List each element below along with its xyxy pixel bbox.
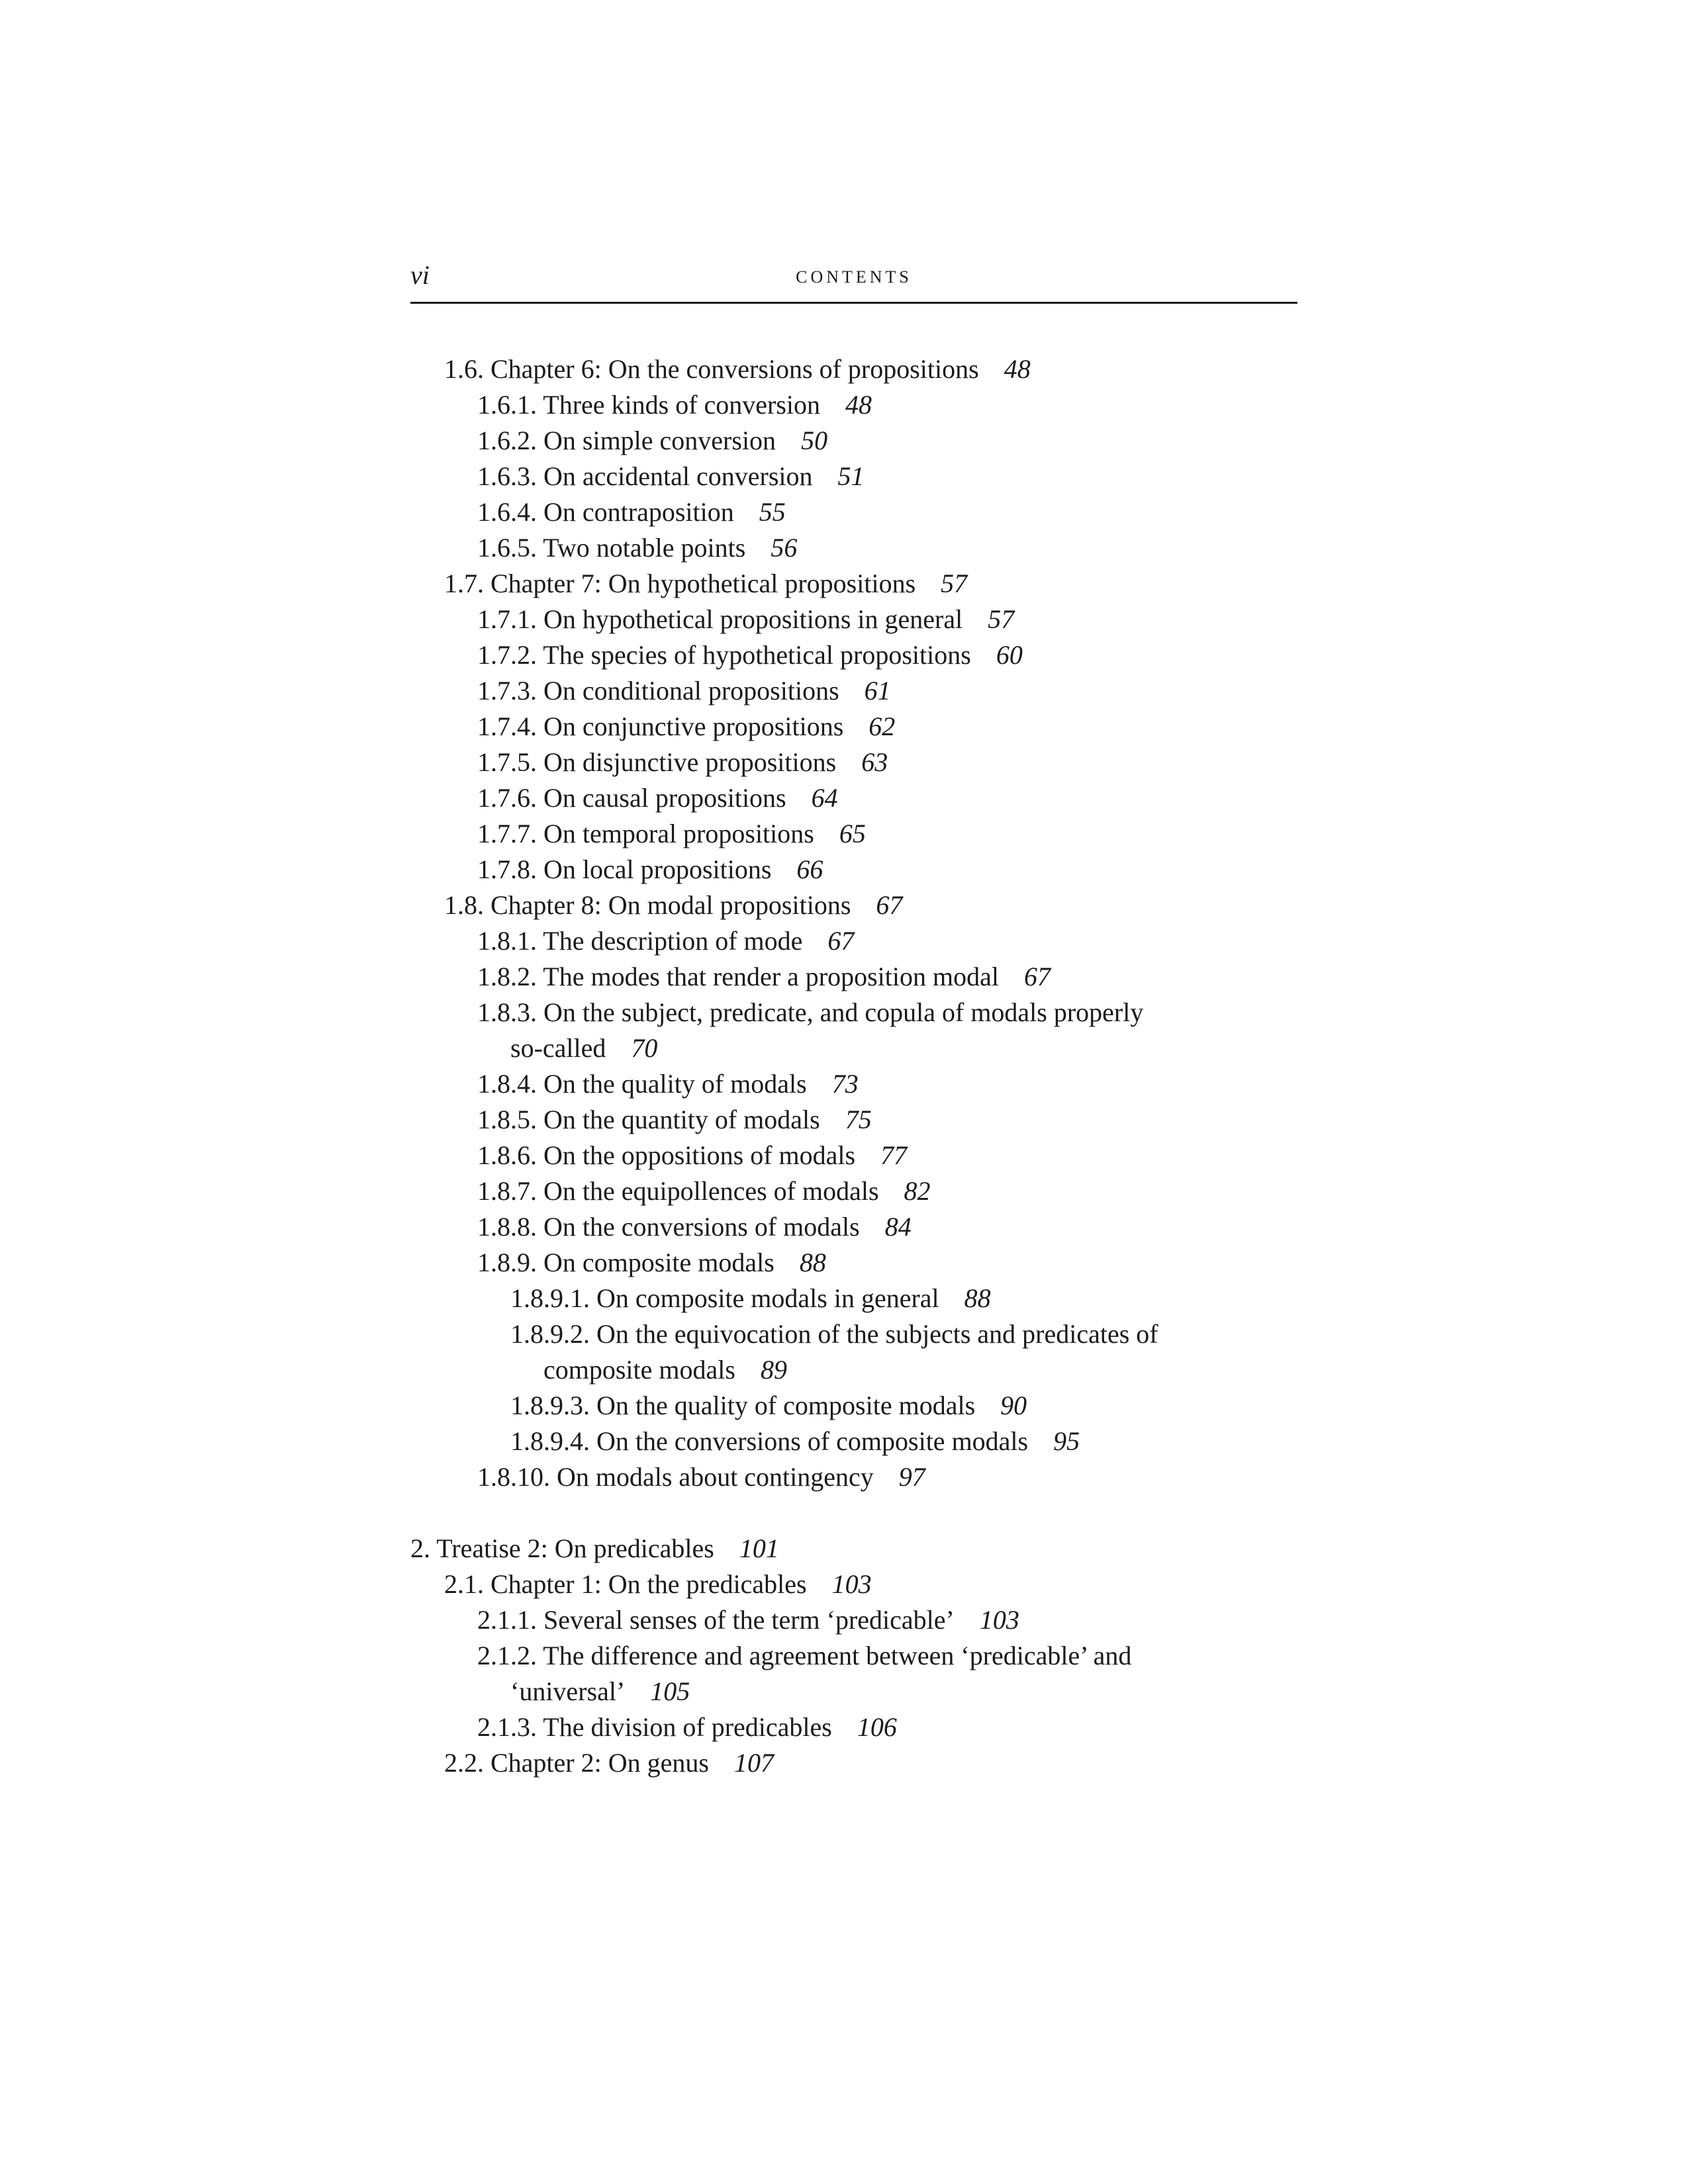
toc-page-number: 75 xyxy=(845,1105,872,1134)
toc-entry-label: 1.8.9.4. On the conversions of composite modals xyxy=(510,1426,1029,1456)
toc-entry-label: 1.8.8. On the conversions of modals xyxy=(477,1212,860,1242)
toc-entry xyxy=(410,1459,1297,1495)
toc-entry xyxy=(410,1102,1297,1138)
toc-entry-label: 2.1.3. The division of predicables xyxy=(477,1712,832,1742)
toc-entry xyxy=(410,459,1297,494)
toc-page-number: 89 xyxy=(760,1355,787,1385)
toc-entry xyxy=(410,1066,1297,1102)
toc-page-number: 51 xyxy=(837,461,865,491)
toc-entry-label: 1.8.4. On the quality of modals xyxy=(477,1069,807,1099)
toc-entry-label: 1.8.9.3. On the quality of composite modals xyxy=(510,1390,976,1420)
toc-page-number: 97 xyxy=(898,1462,925,1492)
toc-entry-label: 2.1.1. Several senses of the term ‘predicable’ xyxy=(477,1605,955,1635)
toc-entry xyxy=(410,745,1297,780)
toc-entry-label: 1.8.7. On the equipollences of modals xyxy=(477,1176,879,1206)
toc-entry-label: 2.2. Chapter 2: On genus xyxy=(444,1748,709,1778)
toc-entry xyxy=(410,1138,1297,1173)
toc-entry-label: 1.8.5. On the quantity of modals xyxy=(477,1105,820,1134)
toc-entry-label: 1.8.9.2. On the equivocation of the subjects and predicates of xyxy=(510,1319,1158,1349)
toc-entry xyxy=(410,959,1297,995)
toc-entry xyxy=(410,566,1297,602)
toc-page-number: 48 xyxy=(845,390,872,420)
toc-entry xyxy=(410,852,1297,887)
toc-entry-label: 1.6. Chapter 6: On the conversions of propositions xyxy=(444,354,979,384)
toc-entry-label: 1.7.7. On temporal propositions xyxy=(477,819,814,848)
toc-page-number: 63 xyxy=(861,747,888,777)
toc-entry xyxy=(410,673,1297,709)
toc-page-number: 48 xyxy=(1004,354,1031,384)
toc-page-number: 77 xyxy=(880,1140,908,1170)
toc-entry xyxy=(410,1209,1297,1245)
toc-entry xyxy=(410,351,1297,387)
toc-entry xyxy=(410,637,1297,673)
toc-entry-label: 1.7.4. On conjunctive propositions xyxy=(477,711,844,741)
toc-entry-label-continuation: ‘universal’ xyxy=(510,1676,626,1706)
toc-entry-label-continuation: composite modals xyxy=(543,1355,735,1385)
toc-entry-label: 1.7.1. On hypothetical propositions in general xyxy=(477,604,963,634)
toc-page-number: 95 xyxy=(1053,1426,1080,1456)
toc-entry-label-continuation: so-called xyxy=(510,1033,606,1063)
toc-entry xyxy=(410,1173,1297,1209)
toc-entry-label: 1.8.6. On the oppositions of modals xyxy=(477,1140,856,1170)
toc-page-number: 66 xyxy=(796,854,823,884)
toc-page-number: 57 xyxy=(941,569,968,598)
toc-entry-label: 1.7.2. The species of hypothetical propositions xyxy=(477,640,971,670)
toc-entry xyxy=(410,709,1297,745)
toc-entry xyxy=(410,1602,1297,1638)
toc-entry-label: 1.6.4. On contraposition xyxy=(477,497,734,527)
toc-entry-label: 1.7.5. On disjunctive propositions xyxy=(477,747,837,777)
toc-page-number: 50 xyxy=(801,426,828,455)
toc-entry-label: 1.7.8. On local propositions xyxy=(477,854,772,884)
toc-page-number: 82 xyxy=(904,1176,931,1206)
toc-entry-label: 2.1.2. The difference and agreement between ‘predicable’ and xyxy=(477,1641,1132,1670)
toc-page-number: 67 xyxy=(1024,962,1051,991)
toc-page-number: 57 xyxy=(988,604,1015,634)
toc-page-number: 90 xyxy=(1000,1390,1027,1420)
running-header xyxy=(410,259,1297,304)
toc-entry-label: 1.6.2. On simple conversion xyxy=(477,426,776,455)
toc-page-number: 103 xyxy=(831,1569,872,1599)
toc-entry-label-continued xyxy=(477,1030,1297,1066)
toc-page-number: 56 xyxy=(771,533,798,563)
running-head-title: CONTENTS xyxy=(796,267,912,287)
toc-entry-label: 1.7.3. On conditional propositions xyxy=(477,676,839,705)
toc-entry-label: 2. Treatise 2: On predicables xyxy=(410,1533,714,1563)
toc-entry-label: 1.8.2. The modes that render a proposition modal xyxy=(477,962,999,991)
toc-page-number: 88 xyxy=(964,1283,991,1313)
toc-page-number: 60 xyxy=(996,640,1023,670)
toc-page-number: 84 xyxy=(884,1212,912,1242)
toc-entry-label: 1.6.1. Three kinds of conversion xyxy=(477,390,821,420)
table-of-contents xyxy=(410,351,1297,1781)
toc-entry xyxy=(410,1567,1297,1602)
toc-entry-label: 1.8.3. On the subject, predicate, and copula of modals properly xyxy=(477,997,1144,1027)
toc-entry xyxy=(410,1388,1297,1424)
toc-page-number: 62 xyxy=(868,711,896,741)
toc-entry-label: 1.8.9.1. On composite modals in general xyxy=(510,1283,939,1313)
toc-entry-label-continued xyxy=(510,1352,1297,1388)
toc-entry xyxy=(410,995,1297,1066)
toc-page-number: 105 xyxy=(650,1676,690,1706)
toc-entry-label: 1.8.1. The description of mode xyxy=(477,926,803,956)
toc-page-number: 107 xyxy=(733,1748,774,1778)
toc-page-number: 88 xyxy=(799,1248,826,1277)
toc-page-number: 61 xyxy=(864,676,891,705)
toc-page-number: 55 xyxy=(759,497,786,527)
toc-entry-label: 1.7. Chapter 7: On hypothetical propositions xyxy=(444,569,916,598)
toc-page-number: 106 xyxy=(857,1712,897,1742)
toc-page-number: 67 xyxy=(827,926,855,956)
toc-entry xyxy=(410,602,1297,637)
toc-entry-label: 1.8. Chapter 8: On modal propositions xyxy=(444,890,851,920)
toc-entry xyxy=(410,816,1297,852)
toc-entry xyxy=(410,1709,1297,1745)
toc-entry-label-continued xyxy=(477,1674,1297,1709)
toc-page-number: 65 xyxy=(839,819,866,848)
toc-entry xyxy=(410,1245,1297,1281)
toc-entry xyxy=(410,1316,1297,1388)
toc-entry-label: 1.7.6. On causal propositions xyxy=(477,783,786,813)
toc-entry-label: 1.6.3. On accidental conversion xyxy=(477,461,813,491)
toc-entry-label: 1.8.10. On modals about contingency xyxy=(477,1462,874,1492)
toc-entry xyxy=(410,887,1297,923)
toc-entry-label: 1.6.5. Two notable points xyxy=(477,533,746,563)
toc-entry xyxy=(410,1424,1297,1459)
section-spacer xyxy=(410,1495,1297,1531)
page-number: vi xyxy=(410,260,430,290)
toc-page-number: 67 xyxy=(876,890,903,920)
toc-entry-label: 2.1. Chapter 1: On the predicables xyxy=(444,1569,807,1599)
toc-page-number: 73 xyxy=(831,1069,859,1099)
toc-entry xyxy=(410,923,1297,959)
toc-entry xyxy=(410,1531,1297,1567)
toc-entry xyxy=(410,1745,1297,1781)
toc-entry-label: 1.8.9. On composite modals xyxy=(477,1248,774,1277)
toc-entry xyxy=(410,494,1297,530)
toc-entry xyxy=(410,1638,1297,1709)
toc-entry xyxy=(410,1281,1297,1316)
toc-entry xyxy=(410,387,1297,423)
toc-entry xyxy=(410,530,1297,566)
toc-page-number: 64 xyxy=(811,783,838,813)
toc-page-number: 101 xyxy=(739,1533,779,1563)
toc-entry xyxy=(410,423,1297,459)
toc-page-number: 70 xyxy=(631,1033,658,1063)
toc-page-number: 103 xyxy=(979,1605,1019,1635)
toc-entry xyxy=(410,780,1297,816)
